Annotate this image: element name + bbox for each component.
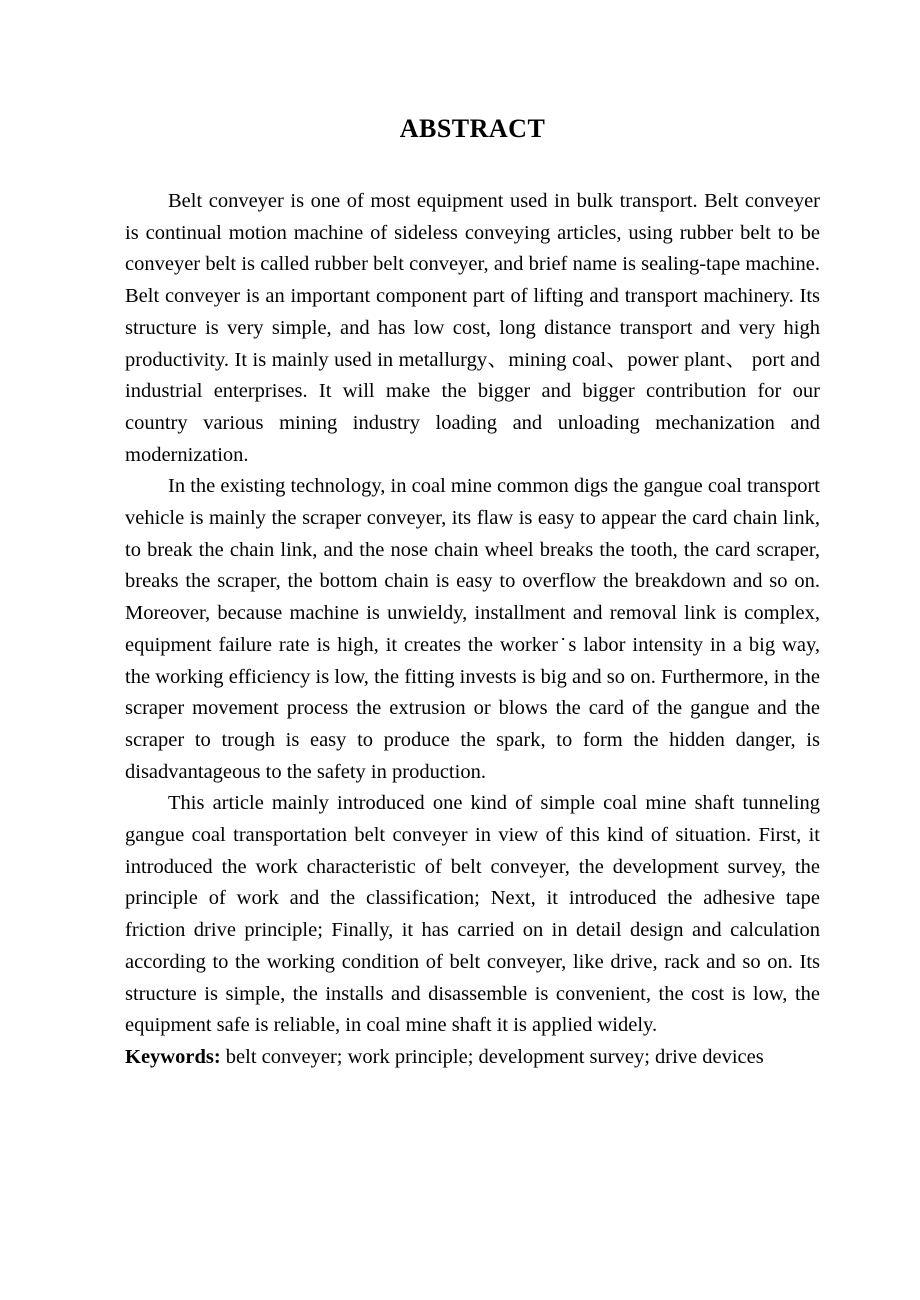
- keywords-label: Keywords:: [125, 1045, 221, 1068]
- abstract-page: [125, 112, 820, 1074]
- page-title: ABSTRACT: [399, 114, 546, 143]
- abstract-paragraph-1: Belt conveyer is one of most equipment used in bulk transport. Belt conveyer is continual motion machine of sideless conveying articles, using rubber belt to be conveyer belt is called rubber belt conveyer, and brief name is sealing-tape machine. Belt conveyer is an important component part of lifting and transport machinery. Its structure is very simple, and has low cost, long distance transport and very high productivity. It is mainly used in metallurgy、mining coal、power plant、 port and industrial enterprises. It will make the bigger and bigger contribution for our country various mining industry loading and unloading mechanization and modernization.: [125, 190, 820, 466]
- abstract-paragraph-2: In the existing technology, in coal mine common digs the gangue coal transport vehicle is mainly the scraper conveyer, its flaw is easy to appear the card chain link, to break the chain link, and the nose chain wheel breaks the tooth, the card scraper, breaks the scraper, the bottom chain is easy to overflow the breakdown and so on. Moreover, because machine is unwieldy, installment and removal link is complex, equipment failure rate is high, it creates the worker˙s labor intensity in a big way, the working efficiency is low, the fitting invests is big and so on. Furthermore, in the scraper movement process the extrusion or blows the card of the gangue and the scraper to trough is easy to produce the spark, to form the hidden danger, is disadvantageous to the safety in production.: [125, 475, 820, 783]
- keywords-line: [125, 1042, 820, 1074]
- abstract-paragraph-3: This article mainly introduced one kind of simple coal mine shaft tunneling gangue coal transportation belt conveyer in view of this kind of situation. First, it introduced the work characteristic of belt conveyer, the development survey, the principle of work and the classification; Next, it introduced the adhesive tape friction drive principle; Finally, it has carried on in detail design and calculation according to the working condition of belt conveyer, like drive, rack and so on. Its structure is simple, the installs and disassemble is convenient, the cost is low, the equipment safe is reliable, in coal mine shaft it is applied widely.: [125, 792, 820, 1037]
- keywords-text: belt conveyer; work principle; development survey; drive devices: [220, 1045, 764, 1068]
